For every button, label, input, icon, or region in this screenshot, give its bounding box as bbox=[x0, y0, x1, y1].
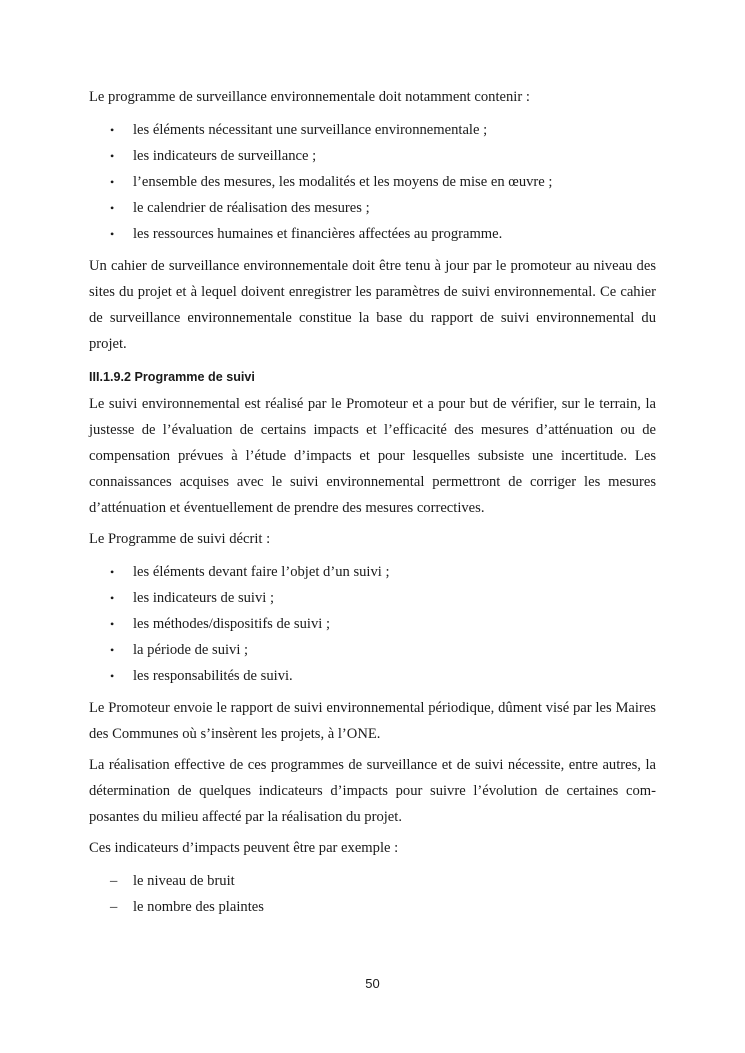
rapport-paragraph: Le Promoteur envoie le rapport de suivi environnemental périodique, dûment visé par les Maires des Communes où s’insèrent les projets, à l’ONE. bbox=[89, 700, 656, 742]
list-item: – le niveau de bruit bbox=[89, 868, 656, 894]
list-item: • les ressources humaines et financières affectées au programme. bbox=[89, 221, 656, 247]
document-body bbox=[89, 84, 656, 926]
bullet-icon: • bbox=[110, 149, 115, 163]
dash-icon: – bbox=[110, 899, 118, 915]
bullet-icon: • bbox=[110, 175, 115, 189]
indicateurs-list bbox=[89, 868, 656, 920]
list-item: • les éléments nécessitant une surveillance environnementale ; bbox=[89, 117, 656, 143]
list-item: • les méthodes/dispositifs de suivi ; bbox=[89, 611, 656, 637]
indicateurs-intro-paragraph: Ces indicateurs d’impacts peuvent être par exemple : bbox=[89, 840, 399, 856]
bullet-icon: • bbox=[110, 669, 115, 683]
bullet-icon: • bbox=[110, 123, 115, 137]
list-item: • les indicateurs de surveillance ; bbox=[89, 143, 656, 169]
bullet-icon: • bbox=[110, 643, 115, 657]
list-item: • les responsabilités de suivi. bbox=[89, 663, 656, 689]
bullet-icon: • bbox=[110, 201, 115, 215]
dash-icon: – bbox=[110, 873, 118, 889]
intro-paragraph: Le programme de surveillance environnementale doit notamment contenir : bbox=[89, 89, 530, 105]
list-item: • les éléments devant faire l’objet d’un suivi ; bbox=[89, 559, 656, 585]
suivi-content-list bbox=[89, 559, 656, 689]
section-heading: III.1.9.2 Programme de suivi bbox=[89, 370, 255, 384]
bullet-icon: • bbox=[110, 227, 115, 241]
list-item: • la période de suivi ; bbox=[89, 637, 656, 663]
surveillance-content-list bbox=[89, 117, 656, 247]
list-item: – le nombre des plaintes bbox=[89, 894, 656, 920]
list-item: • l’ensemble des mesures, les modalités et les moyens de mise en œuvre ; bbox=[89, 169, 656, 195]
page-number: 50 bbox=[365, 976, 380, 991]
bullet-icon: • bbox=[110, 591, 115, 605]
cahier-paragraph: Un cahier de surveillance environnementale doit être tenu à jour par le promoteur au niveau des sites du projet et à lequel doivent enregistrer les paramètres de suivi environnemental. Ce cahier de surveillance environnementale constitue la base du rapport de suivi environnemental du projet. bbox=[89, 258, 656, 352]
bullet-icon: • bbox=[110, 565, 115, 579]
bullet-icon: • bbox=[110, 617, 115, 631]
list-item: • le calendrier de réalisation des mesures ; bbox=[89, 195, 656, 221]
suivi-paragraph: Le suivi environnemental est réalisé par le Promoteur et a pour but de vérifier, sur le terrain, la justesse de l’évaluation de certains impacts et l’efficacité des mesures d’atténuation ou de compensation prévues à l’étude d’impacts et pour lesquelles subsiste une incertitude. Les connaissances acquises avec le suivi environnemental permettront de corriger les mesures d’atténuation et éventuellement de prendre des mesures correctives. bbox=[89, 396, 656, 516]
list-item: • les indicateurs de suivi ; bbox=[89, 585, 656, 611]
suivi-intro-paragraph: Le Programme de suivi décrit : bbox=[89, 531, 271, 547]
realisation-paragraph: La réalisation effective de ces programmes de surveillance et de suivi nécessite, entre autres, la détermination de quelques indicateurs d’impacts pour suivre l’évolution de certaines com-posantes du milieu affecté par la réalisation du projet. bbox=[89, 757, 656, 825]
